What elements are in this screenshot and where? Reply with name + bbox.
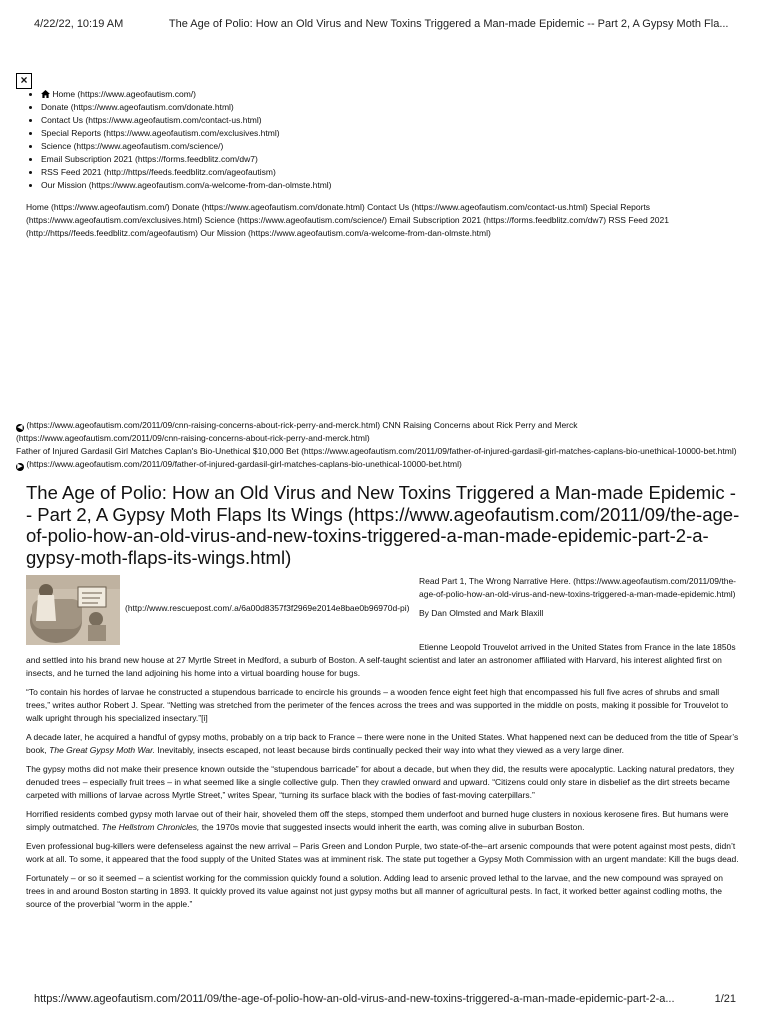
next-post-label: Father of Injured Gardasil Girl Matches Caplan's Bio-Unethical $10,000 Bet (https://www.ageofautism.com/2011/09/father-of-injured-gardasil-girl-matches-caplans-bio-unethical-10000-bet.html): [16, 446, 737, 456]
article-intro: [419, 575, 749, 626]
nav-list: [0, 88, 332, 192]
paragraph: A decade later, he acquired a handful of gypsy moths, probably on a trip back to France – there were none in the United States. What happened next can be deduced from the title of Spear’s book, The Great Gypsy Moth War. Inevitably, insects escaped, not least because birds continually pecked their way into what they viewed as a very large diner.: [26, 732, 739, 755]
nav-item-contact[interactable]: • Contact Us (https://www.ageofautism.com/contact-us.html): [41, 114, 332, 127]
next-post-url: (https://www.ageofautism.com/2011/09/father-of-injured-gardasil-girl-matches-caplans-bio-unethical-10000-bet.html): [26, 459, 462, 469]
print-url: https://www.ageofautism.com/2011/09/the-age-of-polio-how-an-old-virus-and-new-toxins-triggered-a-man-made-epidemic-part-2-a...: [34, 993, 675, 1005]
arrow-right-icon: ▶: [17, 463, 23, 470]
nav-item-label: Home (https://www.ageofautism.com/): [52, 89, 196, 99]
paragraph: Etienne Leopold Trouvelot arrived in the United States from France in the late 1850s and settled into his brand new house at 27 Myrtle Street in Medford, a suburb of Boston. A self-taught scientist and later an astronomer affiliated with Harvard, his interest alighted first on insects, and he turned the land adjoining his home into a virtual boarding house for bugs.: [26, 642, 736, 678]
post-navigation: [16, 419, 738, 471]
nav-item-science[interactable]: • Science (https://www.ageofautism.com/science/): [41, 140, 332, 153]
nav-item-home[interactable]: [41, 88, 332, 101]
book-title: The Great Gypsy Moth War.: [49, 745, 155, 755]
print-title: The Age of Polio: How an Old Virus and New Toxins Triggered a Man-made Epidemic -- Part 2, A Gypsy Moth Fla...: [168, 18, 729, 30]
next-post-link[interactable]: [16, 445, 738, 471]
prev-post-link[interactable]: [16, 419, 738, 445]
nav-item-our-mission[interactable]: • Our Mission (https://www.ageofautism.com/a-welcome-from-dan-olmste.html): [41, 179, 332, 192]
page-number: 1/21: [714, 993, 736, 1005]
nav-inline-links[interactable]: Home (https://www.ageofautism.com/) Donate (https://www.ageofautism.com/donate.html) Contact Us (https://www.ageofautism.com/contact-us.html) Special Reports (https://www.ageofautism.com/exclusives.html) Science (https://www.ageofautism.com/science/) Email Subscription 2021 (https://forms.feedblitz.com/dw7) RSS Feed 2021 (http://https//feeds.feedblitz.com/ageofautism) Our Mission (https://www.ageofautism.com/a-welcome-from-dan-olmste.html): [26, 202, 669, 238]
read-part-1-link[interactable]: Read Part 1, The Wrong Narrative Here. (https://www.ageofautism.com/2011/09/the-age-of-polio-how-an-old-virus-and-new-toxins-triggered-a-man-made-epidemic.html): [419, 576, 737, 599]
arrow-left-icon: ◀: [17, 424, 23, 431]
home-icon: [41, 89, 50, 99]
article-title[interactable]: The Age of Polio: How an Old Virus and New Toxins Triggered a Man-made Epidemic -- Part 2, A Gypsy Moth Flaps Its Wings (https://www.ageofautism.com/2011/09/the-age-of-polio-how-an-old-virus-and-new-toxins-triggered-a-man-made-epidemic-part-2-a-gypsy-moth-flaps-its-wings.html): [26, 482, 740, 568]
nav-item-special-reports[interactable]: • Special Reports (https://www.ageofautism.com/exclusives.html): [41, 127, 332, 140]
paragraph: “To contain his hordes of larvae he constructed a stupendous barricade to encircle his grounds – a wooden fence eight feet high that encompassed his full five acres of shrubs and small trees,” writes author Robert J. Spear. “Netting was stretched from the perimeter of the fences across the trees and was supported in the middle on posts, making it possible for Trouvelot to walk upright through his specialized insectary.”[i]: [26, 687, 729, 723]
print-timestamp: 4/22/22, 10:19 AM: [34, 18, 124, 30]
print-header: [34, 18, 738, 30]
close-button[interactable]: ×: [16, 73, 32, 89]
nav-item-rss-feed[interactable]: • RSS Feed 2021 (http://https//feeds.feedblitz.com/ageofautism): [41, 166, 332, 179]
byline: By Dan Olmsted and Mark Blaxill: [419, 608, 544, 618]
movie-title: The Hellstrom Chronicles,: [101, 822, 200, 832]
article-photo[interactable]: [26, 575, 120, 645]
prev-post-label: (https://www.ageofautism.com/2011/09/cnn-raising-concerns-about-rick-perry-and-merck.html) CNN Raising Concerns about Rick Perry and Merck (https://www.ageofautism.com/2011/09/cnn-raising-concerns-about-rick-perry-and-merck.html): [16, 420, 578, 443]
paragraph: The gypsy moths did not make their presence known outside the “stupendous barricade” for about a decade, but when they did, the results were apocalyptic. Lacking natural predators, they denuded trees – especially fruit trees – in what seemed like a single collective gulp. Then they crawled onward and upward. “Citizens could only stare in disbelief as the dirt streets became carpeted with millions of larvae across Myrtle Street,” writes Spear, “turning its surface black with the bodies of fast-moving caterpillars.”: [26, 764, 735, 800]
article-body: [26, 641, 742, 917]
nav-item-email-subscription[interactable]: • Email Subscription 2021 (https://forms.feedblitz.com/dw7): [41, 153, 332, 166]
photo-source-link[interactable]: (http://www.rescuepost.com/.a/6a00d8357f3f2969e2014e8bae0b96970d-pi): [125, 603, 410, 613]
paragraph: Fortunately – or so it seemed – a scientist working for the commission quickly found a solution. Adding lead to arsenic proved lethal to the larvae, and the new compound was sprayed on trees in and around Boston starting in 1893. It quickly proved its value against not just gypsy moths but all manner of agricultural pests. In fact, it worked better against codling moths, the source of the proverbial “worm in the apple.”: [26, 873, 723, 909]
nav-item-donate[interactable]: • Donate (https://www.ageofautism.com/donate.html): [41, 101, 332, 114]
paragraph: Horrified residents combed gypsy moth larvae out of their hair, shoveled them off the steps, stomped them underfoot and burned huge clusters in noxious kerosene fires. But humans were simply outmatched. The Hellstrom Chronicles, the 1970s movie that suggested insects would inherit the earth, was coming alive in suburban Boston.: [26, 809, 729, 832]
paragraph: Even professional bug-killers were defenseless against the new arrival – Paris Green and London Purple, two state-of-the–art arsenic compounds that were potent against most pests, didn’t work at all. To some, it appeared that the food supply of the United States was at imminent risk. The state put together a Gypsy Moth Commission with an urgent mandate: Kill the bugs dead.: [26, 841, 739, 864]
print-footer: [34, 993, 736, 1005]
